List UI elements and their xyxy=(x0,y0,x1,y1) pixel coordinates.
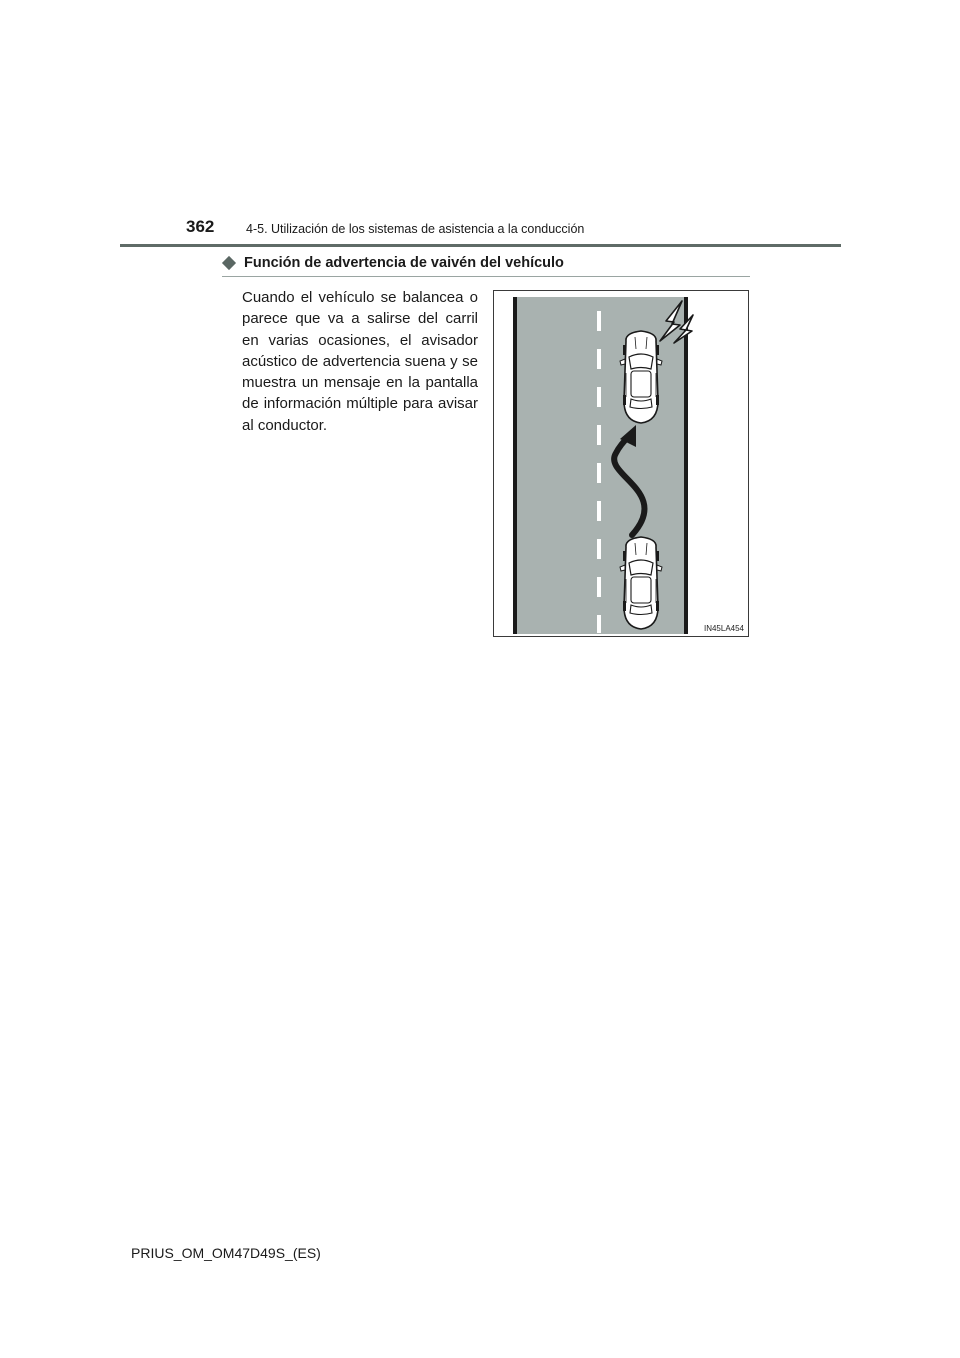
chapter-title: 4-5. Utilización de los sistemas de asistencia a la conducción xyxy=(246,222,585,236)
document-id: PRIUS_OM_OM47D49S_(ES) xyxy=(131,1245,321,1261)
road-lane-illustration xyxy=(494,291,749,637)
car-icon xyxy=(620,331,662,423)
section-heading xyxy=(222,255,564,271)
section-heading-text: Función de advertencia de vaivén del vehículo xyxy=(244,255,564,271)
diamond-bullet-icon xyxy=(222,256,236,270)
dashed-lane-line xyxy=(597,311,601,633)
right-road-edge xyxy=(684,297,688,634)
section-body: Cuando el vehículo se balancea o parece que va a salirse del carril en varias ocasiones, el avisador acústico de advertencia suena y se muestra un mensaje en la pantalla de información múltiple para avisar al conductor. xyxy=(242,289,478,434)
figure-code: IN45LA454 xyxy=(703,624,744,633)
car-icon xyxy=(620,537,662,629)
page-number: 362 xyxy=(186,217,215,236)
left-road-edge xyxy=(513,297,517,634)
section-divider xyxy=(222,276,750,277)
header-divider xyxy=(120,244,841,247)
lane-departure-figure xyxy=(493,290,749,637)
